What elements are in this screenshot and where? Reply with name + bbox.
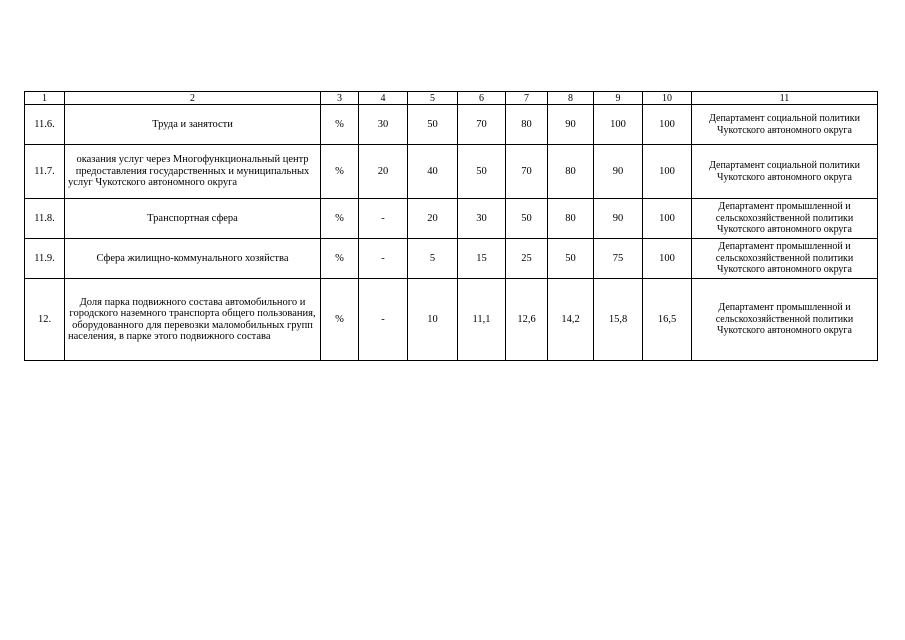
value-cell: 15: [458, 239, 506, 279]
row-number: 11.9.: [25, 239, 65, 279]
table-row: [25, 239, 878, 279]
header-cell: 7: [506, 92, 548, 105]
value-cell: 90: [548, 105, 594, 145]
row-number: 11.8.: [25, 199, 65, 239]
responsible-department: Департамент промышленной и сельскохозяйственной политики Чукотского автономного округа: [692, 279, 878, 361]
value-cell: 50: [506, 199, 548, 239]
value-cell: 5: [408, 239, 458, 279]
row-number: 12.: [25, 279, 65, 361]
header-cell: 6: [458, 92, 506, 105]
value-cell: 75: [594, 239, 643, 279]
table-row: [25, 199, 878, 239]
header-cell: 9: [594, 92, 643, 105]
header-cell: 5: [408, 92, 458, 105]
header-cell: 11: [692, 92, 878, 105]
responsible-department: Департамент промышленной и сельскохозяйственной политики Чукотского автономного округа: [692, 239, 878, 279]
value-cell: 100: [643, 239, 692, 279]
value-cell: 80: [506, 105, 548, 145]
unit-cell: %: [321, 145, 359, 199]
value-cell: -: [359, 199, 408, 239]
value-cell: 20: [408, 199, 458, 239]
header-row: [25, 92, 878, 105]
value-cell: 25: [506, 239, 548, 279]
table-row: [25, 145, 878, 199]
value-cell: 80: [548, 145, 594, 199]
row-number: 11.7.: [25, 145, 65, 199]
value-cell: 40: [408, 145, 458, 199]
header-cell: 10: [643, 92, 692, 105]
value-cell: 16,5: [643, 279, 692, 361]
indicator-name: Сфера жилищно-коммунального хозяйства: [65, 239, 321, 279]
value-cell: 80: [548, 199, 594, 239]
header-cell: 4: [359, 92, 408, 105]
responsible-department: Департамент социальной политики Чукотского автономного округа: [692, 105, 878, 145]
value-cell: -: [359, 239, 408, 279]
responsible-department: Департамент промышленной и сельскохозяйственной политики Чукотского автономного округа: [692, 199, 878, 239]
value-cell: 50: [408, 105, 458, 145]
value-cell: 14,2: [548, 279, 594, 361]
header-cell: 3: [321, 92, 359, 105]
unit-cell: %: [321, 279, 359, 361]
header-cell: 1: [25, 92, 65, 105]
value-cell: 50: [458, 145, 506, 199]
indicator-name: Транспортная сфера: [65, 199, 321, 239]
header-cell: 2: [65, 92, 321, 105]
responsible-department: Департамент социальной политики Чукотского автономного округа: [692, 145, 878, 199]
value-cell: 70: [506, 145, 548, 199]
value-cell: 90: [594, 199, 643, 239]
value-cell: 100: [594, 105, 643, 145]
unit-cell: %: [321, 105, 359, 145]
value-cell: 30: [458, 199, 506, 239]
value-cell: 50: [548, 239, 594, 279]
value-cell: -: [359, 279, 408, 361]
value-cell: 12,6: [506, 279, 548, 361]
value-cell: 20: [359, 145, 408, 199]
indicator-name: Труда и занятости: [65, 105, 321, 145]
value-cell: 100: [643, 145, 692, 199]
table-row: [25, 279, 878, 361]
value-cell: 90: [594, 145, 643, 199]
indicator-name: Доля парка подвижного состава автомобильного и городского наземного транспорта общего пользования, оборудованного для перевозки маломобильных групп населения, в парке этого подвижного состава: [65, 279, 321, 361]
unit-cell: %: [321, 199, 359, 239]
value-cell: 11,1: [458, 279, 506, 361]
indicator-name: оказания услуг через Многофункциональный центр предоставления государственных и муниципальных услуг Чукотского автономного округа: [65, 145, 321, 199]
value-cell: 100: [643, 199, 692, 239]
value-cell: 100: [643, 105, 692, 145]
value-cell: 70: [458, 105, 506, 145]
indicators-table: [24, 91, 878, 361]
value-cell: 15,8: [594, 279, 643, 361]
table-row: [25, 105, 878, 145]
value-cell: 30: [359, 105, 408, 145]
row-number: 11.6.: [25, 105, 65, 145]
unit-cell: %: [321, 239, 359, 279]
header-cell: 8: [548, 92, 594, 105]
value-cell: 10: [408, 279, 458, 361]
